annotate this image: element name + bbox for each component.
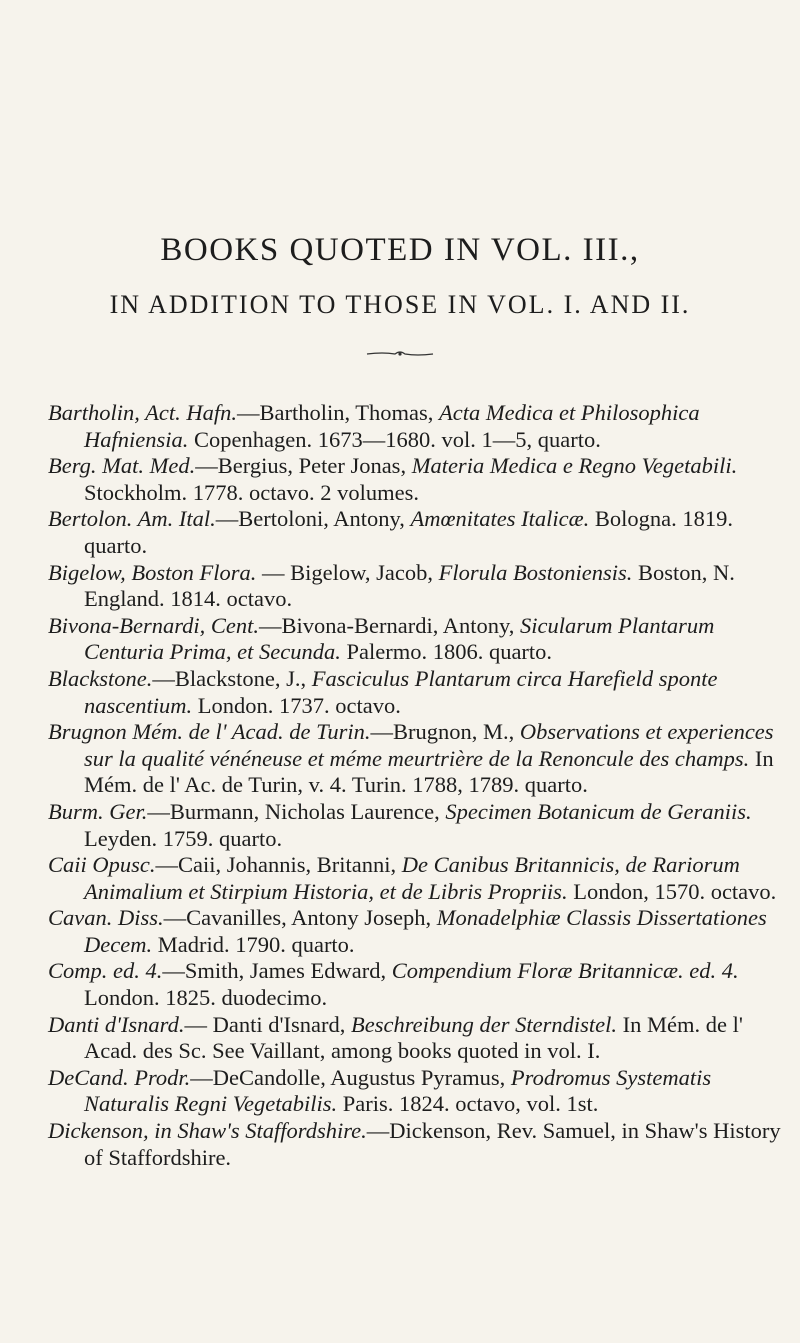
- entry-abbreviation: Comp. ed. 4.: [48, 958, 163, 984]
- reference-entry: Caii Opusc.—Caii, Johannis, Britanni, De Canibus Britannicis, de Rariorum Animalium et Stirpium Historia, et de Libris Propriis. London, 1570. octavo.: [48, 852, 777, 904]
- entry-title: Materia Medica e Regno Vegetabili.: [411, 453, 738, 479]
- entry-imprint: In Mém. de l' Acad. des Sc. See Vaillant, among books quoted in vol. I.: [84, 1011, 743, 1064]
- reference-entry: Bartholin, Act. Hafn.—Bartholin, Thomas, Acta Medica et Philosophica Hafniensia. Copenhagen. 1673—1680. vol. 1—5, quarto.: [48, 400, 700, 452]
- entry-title: Prodromus Systematis Naturalis Regni Vegetabilis.: [84, 1064, 712, 1117]
- entry-abbreviation: Bertolon. Am. Ital.: [48, 506, 216, 532]
- entry-author: Bergius, Peter Jonas,: [217, 453, 407, 479]
- entry-imprint: London. 1825. duodecimo.: [84, 985, 328, 1011]
- entry-imprint: Bologna. 1819. quarto.: [84, 506, 733, 558]
- reference-entry: Bivona-Bernardi, Cent.—Bivona-Bernardi, Antony, Sicularum Plantarum Centuria Prima, et Secunda. Palermo. 1806. quarto.: [48, 612, 715, 665]
- entry-author: Bigelow, Jacob,: [290, 559, 433, 585]
- entry-title: Florula Bostoniensis.: [438, 559, 633, 585]
- entry-author: Caii, Johannis, Britanni,: [178, 852, 397, 878]
- entry-abbreviation: DeCand. Prodr.: [48, 1064, 191, 1090]
- reference-list: [48, 400, 788, 1171]
- entry-abbreviation: Brugnon Mém. de l' Acad. de Turin.: [48, 719, 371, 745]
- entry-imprint: Leyden. 1759. quarto.: [84, 825, 283, 851]
- reference-entry: Burm. Ger.—Burmann, Nicholas Laurence, Specimen Botanicum de Geraniis. Leyden. 1759. quarto.: [48, 798, 752, 851]
- entry-imprint: in Shaw's History of Staffordshire.: [84, 1118, 781, 1170]
- entry-author: Danti d'Isnard,: [212, 1011, 346, 1037]
- page-heading: BOOKS QUOTED IN VOL. III.,: [160, 232, 640, 268]
- entry-author: Bartholin, Thomas,: [259, 400, 434, 425]
- entry-abbreviation: Bigelow, Boston Flora.: [48, 559, 257, 585]
- entry-title: Compendium Floræ Britannicæ. ed. 4.: [391, 958, 739, 984]
- reference-entry: Bertolon. Am. Ital.—Bertoloni, Antony, Amœnitates Italicæ. Bologna. 1819. quarto.: [48, 506, 733, 558]
- reference-entry: Brugnon Mém. de l' Acad. de Turin.—Brugnon, M., Observations et experiences sur la qualité vénéneuse et méme meurtrière de la Renoncule des champs. In Mém. de l' Ac. de Turin, v. 4. Turin. 1788, 1789. quarto.: [48, 719, 774, 798]
- entry-title: Beschreibung der Sterndistel.: [351, 1011, 618, 1037]
- entry-imprint: In Mém. de l' Ac. de Turin, v. 4. Turin. 1788, 1789. quarto.: [84, 745, 774, 798]
- reference-entry: Berg. Mat. Med.—Bergius, Peter Jonas, Materia Medica e Regno Vegetabili. Stockholm. 1778. octavo. 2 volumes.: [48, 453, 738, 505]
- entry-author: Smith, James Edward,: [184, 958, 387, 984]
- reference-entry: Danti d'Isnard.— Danti d'Isnard, Beschreibung der Sterndistel. In Mém. de l' Acad. des Sc. See Vaillant, among books quoted in vol. I.: [48, 1011, 743, 1064]
- entry-author: Brugnon, M.,: [393, 719, 515, 745]
- entry-imprint: Palermo. 1806. quarto.: [346, 639, 553, 665]
- entry-title: Observations et experiences sur la qualité vénéneuse et méme meurtrière de la Renoncule des champs.: [84, 719, 774, 771]
- entry-abbreviation: Cavan. Diss.: [48, 905, 164, 931]
- entry-abbreviation: Berg. Mat. Med.: [48, 453, 196, 479]
- entry-author: DeCandolle, Augustus Pyramus,: [212, 1064, 506, 1090]
- reference-entry: DeCand. Prodr.—DeCandolle, Augustus Pyramus, Prodromus Systematis Naturalis Regni Vegetabilis. Paris. 1824. octavo, vol. 1st.: [48, 1064, 712, 1117]
- entry-abbreviation: Bartholin, Act. Hafn.: [48, 400, 237, 425]
- entry-author: Dickenson, Rev. Samuel,: [389, 1118, 616, 1144]
- reference-entry: Cavan. Diss.—Cavanilles, Antony Joseph, Monadelphiæ Classis Dissertationes Decem. Madrid. 1790. quarto.: [48, 905, 767, 957]
- entry-title: Monadelphiæ Classis Dissertationes Decem.: [84, 905, 767, 957]
- reference-entry: Dickenson, in Shaw's Staffordshire.—Dickenson, Rev. Samuel, in Shaw's History of Staffordshire.: [48, 1118, 781, 1170]
- entry-author: Blackstone, J.,: [174, 665, 307, 691]
- entry-abbreviation: Dickenson, in Shaw's Staffordshire.: [48, 1118, 367, 1144]
- entry-imprint: Boston, N. England. 1814. octavo.: [84, 559, 735, 612]
- reference-entry: Bigelow, Boston Flora. — Bigelow, Jacob, Florula Bostoniensis. Boston, N. England. 1814. octavo.: [48, 559, 735, 612]
- entry-author: Burmann, Nicholas Laurence,: [169, 798, 440, 824]
- entry-abbreviation: Caii Opusc.: [48, 852, 156, 878]
- entry-title: Amœnitates Italicæ.: [410, 506, 590, 532]
- entry-abbreviation: Danti d'Isnard.: [48, 1011, 185, 1037]
- entry-title: Specimen Botanicum de Geraniis.: [445, 798, 752, 824]
- entry-imprint: Madrid. 1790. quarto.: [157, 931, 355, 957]
- entry-imprint: Paris. 1824. octavo, vol. 1st.: [342, 1091, 599, 1117]
- entry-title: De Canibus Britannicis, de Rariorum Animalium et Stirpium Historia, et de Libris Propriis.: [84, 852, 740, 904]
- entry-title: Fasciculus Plantarum circa Harefield sponte nascentium.: [84, 665, 718, 718]
- divider-ornament-icon: [365, 350, 435, 358]
- entry-imprint: London, 1570. octavo.: [573, 878, 777, 904]
- entry-title: Acta Medica et Philosophica Hafniensia.: [84, 400, 700, 452]
- entry-title: Sicularum Plantarum Centuria Prima, et Secunda.: [84, 612, 715, 665]
- entry-imprint: Stockholm. 1778. octavo. 2 volumes.: [84, 479, 419, 505]
- entry-abbreviation: Burm. Ger.: [48, 798, 148, 824]
- entry-abbreviation: Bivona-Bernardi, Cent.: [48, 612, 260, 638]
- entry-author: Bertoloni, Antony,: [238, 506, 405, 532]
- entry-author: Cavanilles, Antony Joseph,: [186, 905, 432, 931]
- entry-abbreviation: Blackstone.: [48, 665, 153, 691]
- reference-entry: Comp. ed. 4.—Smith, James Edward, Compendium Floræ Britannicæ. ed. 4. London. 1825. duodecimo.: [48, 958, 739, 1011]
- entry-author: Bivona-Bernardi, Antony,: [281, 612, 515, 638]
- entry-imprint: Copenhagen. 1673—1680. vol. 1—5, quarto.: [194, 426, 601, 452]
- reference-entry: Blackstone.—Blackstone, J., Fasciculus Plantarum circa Harefield sponte nascentium. London. 1737. octavo.: [48, 665, 718, 718]
- page-subheading: IN ADDITION TO THOSE IN VOL. I. AND II.: [109, 290, 691, 319]
- entry-imprint: London. 1737. octavo.: [197, 692, 401, 718]
